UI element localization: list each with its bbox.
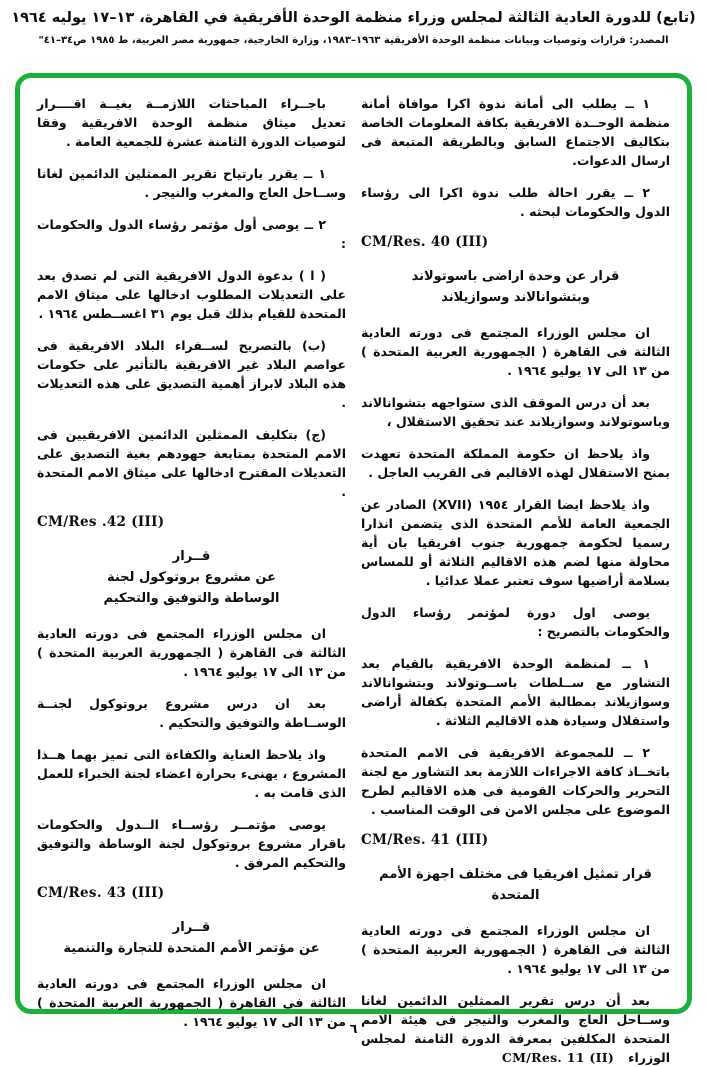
resolution-ref: CM/Res. 43 (III) bbox=[37, 885, 165, 901]
paragraph: واذ يلاحظ ان حكومة المملكة المتحدة تعهدت بمنح الاستقلال لهذه الاقاليم فى القريب العاجل . bbox=[361, 446, 670, 480]
paragraph: ١ ــ يقرر بارتياح تقرير الممثلين الدائمين لغانا وســاحل العاج والمغرب والنيجر . bbox=[37, 166, 346, 200]
paragraph: (ب) بالتصريح لســفراء البلاد الافريقية فى عواصم البلاد غير الافريقية بالتأثير على حكومات هذه البلاد لابراز أهمية التصديق على هذه التعديلات . bbox=[37, 338, 346, 410]
resolution-ref: CM/Res .42 (III) bbox=[37, 514, 165, 530]
paragraph: بعد ان درس مشروع بروتوكول لجنــة الوســاطة والتوفيق والتحكيم . bbox=[37, 696, 346, 730]
paragraph: باجــراء المباحثات اللازمــة بغيــة اقــــرار تعديل ميثاق منظمة الوحدة الافريقية وفقا لتوصيات الدورة الثامنة عشرة للجمعية العامة . bbox=[37, 96, 346, 149]
resolution-title bbox=[37, 546, 346, 609]
paragraph: يوصى اول دورة لمؤتمر رؤساء الدول والحكومات بالتصريح : bbox=[361, 605, 670, 639]
title-line: الوساطة والتوفيق والتحكيم bbox=[103, 591, 280, 606]
paragraph: ٢ ــ يقرر احالة طلب ندوة اكرا الى رؤساء الدول والحكومات لبحثه . bbox=[361, 185, 670, 219]
resolution-title bbox=[361, 266, 670, 308]
resolution-title bbox=[361, 864, 670, 906]
green-border-frame bbox=[15, 73, 692, 1065]
paragraph: بعد أن درس الموقف الذى ستواجهه بتشوانالاند وباسوتولاند وسوازيلاند عند تحقيق الاستقلال ، bbox=[361, 395, 670, 429]
paragraph: واذ يلاحظ ايضا القرار ١٩٥٤ (XVII) الصادر عن الجمعية العامة للأمم المتحدة الذى يتضمن انذارا رسميا لحكومة جمهورية جنوب افريقيا بان أية محاولة منها لضم هذه الاقاليم الثلاثة أو للمساس بسلامة أراضيها سوف تعتبر عملا عدائيا . bbox=[361, 497, 670, 588]
paragraph: يوصى مؤتمــر رؤســاء الــدول والحكومات باقرار مشروع بروتوكول لجنة الوساطة والتوفيق والتحكيم المرفق . bbox=[37, 817, 346, 870]
title-line: قرار عن وحدة اراضى باسوتولاند bbox=[411, 269, 620, 284]
paragraph: ٢ ــ للمجموعة الافريقية فى الامم المتحدة باتخــاذ كافة الاجراءات اللازمة بعد التشاور مع لجنة التحرير والحركات القومية فى هذه الاقاليم لطرح الموضوع على مجلس الامن فى الوقت المناسب . bbox=[361, 745, 670, 817]
title-line: قــرار bbox=[172, 920, 211, 935]
title-line: قرار تمثيل افريقيا فى مختلف اجهزة الأمم المتحدة bbox=[379, 867, 652, 903]
paragraph: ( ا ) بدعوة الدول الافريقية التى لم تصدق بعد على التعديلات المطلوب ادخالها على ميثاق الامم المتحدة للقيام بذلك قبل يوم ٣١ اغســطس ١٩٦٤ . bbox=[37, 268, 346, 321]
paragraph: ان مجلس الوزراء المجتمع فى دورته العادية الثالثة فى القاهرة ( الجمهورية العربية المتحدة ) من ١٣ الى ١٧ يوليو ١٩٦٤ . bbox=[361, 923, 670, 976]
paragraph: ان مجلس الوزراء المجتمع فى دورته العادية الثالثة فى القاهرة ( الجمهورية العربية المتحدة ) من ١٣ الى ١٧ يوليو ١٩٦٤ . bbox=[361, 325, 670, 378]
title-line: وبتشوانالاند وسوازيلاند bbox=[441, 290, 590, 305]
paragraph: ١ ــ لمنظمة الوحدة الافريقية بالقيام بعد التشاور مع ســلطات باســوتولاند وبتشوانالاند وسوازيلاند بمطالبة الأمم المتحدة بكفالة أراضى واستقلال وسيادة هذه الاقاليم الثلاثة . bbox=[361, 656, 670, 728]
column-right bbox=[361, 94, 670, 1065]
resolution-title bbox=[37, 917, 346, 959]
inline-resolution-ref: CM/Res. 11 (II) bbox=[501, 1050, 615, 1065]
two-column-layout bbox=[37, 94, 670, 1065]
paragraph: ١ ــ يطلب الى أمانة ندوة اكرا موافاة أمانة منظمة الوحــدة الافريقية بكافة المعلومات الخاصة بتكاليف الاجتماع السابق وبالطريقة المتبعة فى ارسال الدعوات. bbox=[361, 96, 670, 168]
paragraph: (ج) بتكليف الممثلين الدائمين الافريقيين فى الامم المتحدة بمتابعة جهودهم بغية التصديق على التعديلات المقترح ادخالها على ميثاق الامم المتحدة . bbox=[37, 427, 346, 499]
paragraph: ان مجلس الوزراء المجتمع فى دورته العادية الثالثة فى القاهرة ( الجمهورية العربية المتحدة ) من ١٣ الى ١٧ يوليو ١٩٦٤ . bbox=[37, 976, 346, 1029]
page-number: ٦ bbox=[349, 1022, 358, 1037]
resolution-ref: CM/Res. 40 (III) bbox=[361, 234, 489, 250]
document-header bbox=[0, 10, 707, 46]
column-left bbox=[37, 94, 346, 1029]
title-line: عن مشروع بروتوكول لجنة bbox=[107, 570, 276, 585]
paragraph: ٢ ــ يوصى أول مؤتمر رؤساء الدول والحكومات : bbox=[37, 217, 346, 251]
paragraph: ان مجلس الوزراء المجتمع فى دورته العادية الثالثة فى القاهرة ( الجمهورية العربية المتحدة ) من ١٣ الى ١٧ يوليو ١٩٦٤ . bbox=[37, 626, 346, 679]
paragraph: واذ يلاحظ العناية والكفاءة التى تميز بهما هــذا المشروع ، يهنىء بحرارة اعضاء لجنة الخبراء للعمل الذى قامت به . bbox=[37, 747, 346, 800]
resolution-ref: CM/Res. 41 (III) bbox=[361, 832, 489, 848]
title-line: قــرار bbox=[172, 549, 211, 564]
session-title: (تابع) للدورة العادية الثالثة لمجلس وزراء منظمة الوحدة الأفريقية في القاهرة، ١٣–١٧ يوليه ١٩٦٤ bbox=[11, 10, 696, 26]
source-citation: المصدر: قرارات وتوصيات وبيانات منظمة الوحدة الأفريقية ١٩٦٣–١٩٨٣، وزارة الخارجية، جمهورية مصر العربية، ط ١٩٨٥ ص٣٤–٤١" bbox=[38, 35, 669, 46]
title-line: عن مؤتمر الأمم المتحدة للتجارة والتنمية bbox=[63, 941, 320, 956]
paragraph: بعد أن درس تقرير الممثلين الدائمين لغانا وســاحل العاج والمغرب والنيجر فى هيئة الامم المتحدة المكلفين بمعرفة الدورة الثامنة لمجلس الوزراءCM/Res. 11 (II) bbox=[361, 993, 670, 1065]
